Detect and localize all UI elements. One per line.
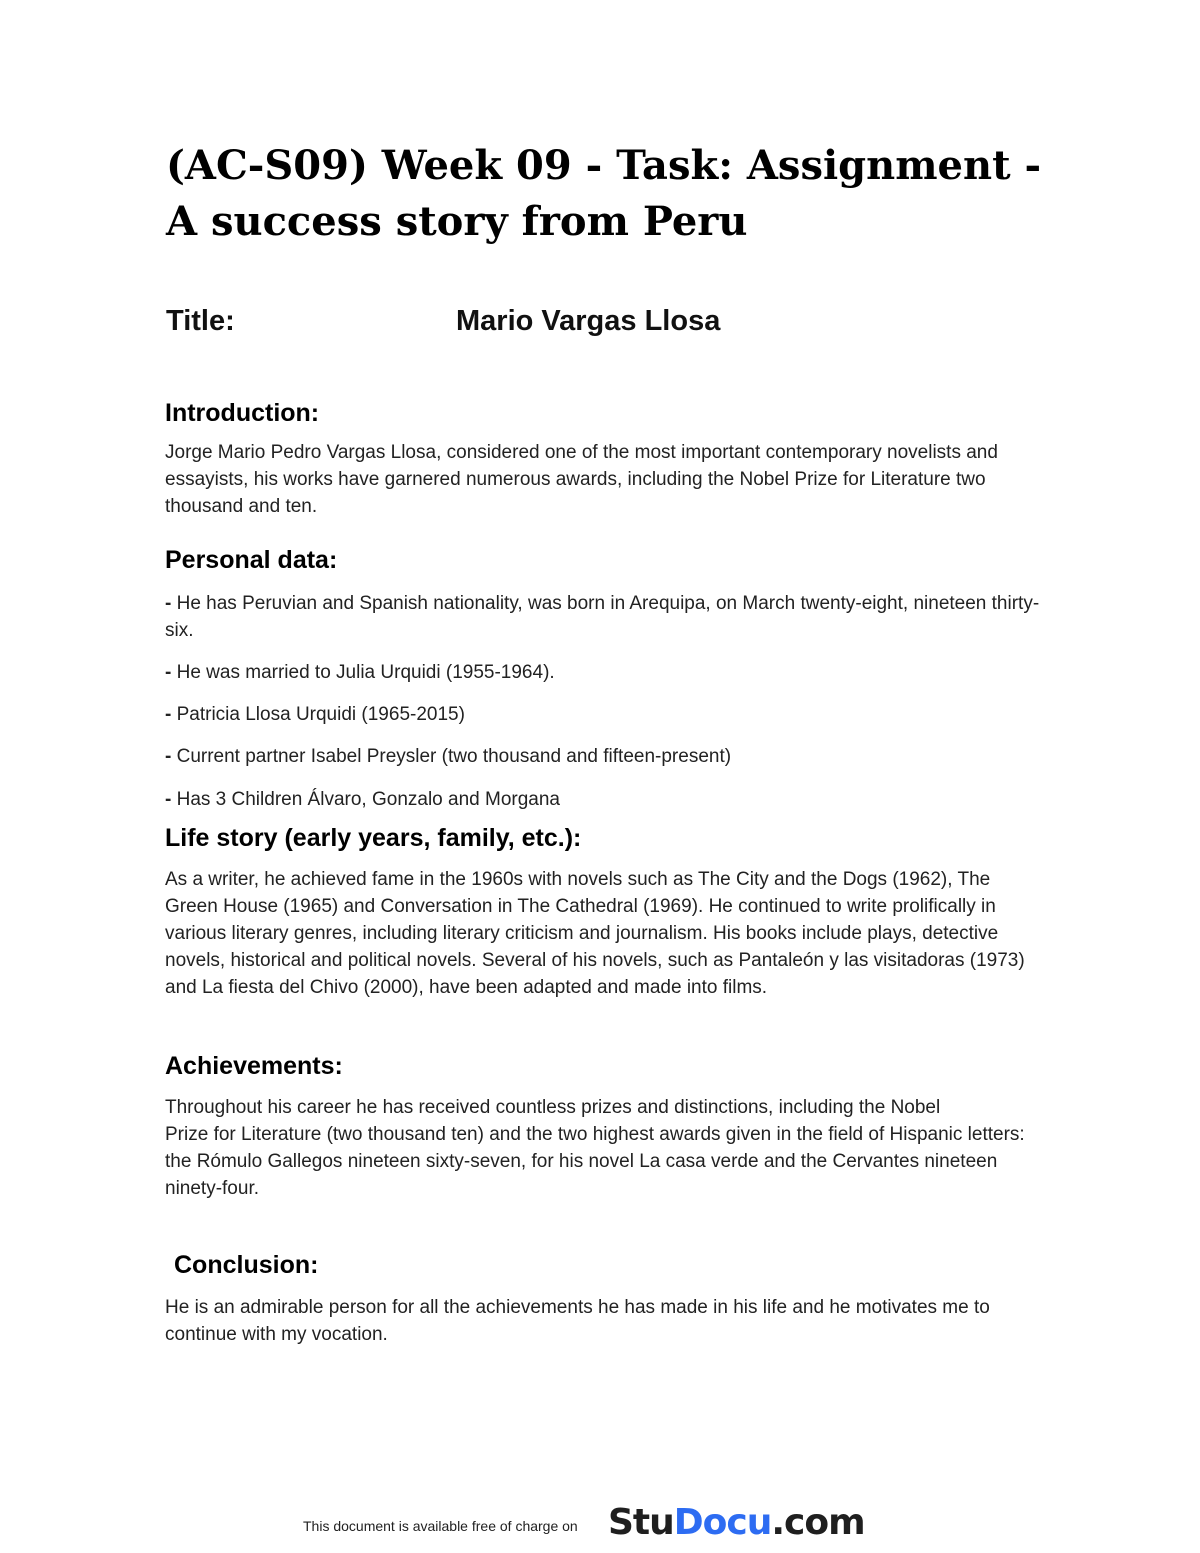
personal-data-item (165, 659, 1045, 686)
personal-data-item (165, 701, 1045, 728)
title-row (166, 303, 966, 343)
logo-docu: Docu (673, 1502, 772, 1543)
title-value: Mario Vargas Llosa (456, 305, 721, 337)
personal-data-item-text: Current partner Isabel Preysler (two thousand and fifteen-present) (176, 746, 732, 767)
bullet-dash: - (165, 789, 172, 810)
life-story-heading: Life story (early years, family, etc.): (165, 824, 582, 852)
introduction-heading: Introduction: (165, 399, 320, 427)
personal-data-item (165, 743, 1045, 770)
achievements-heading: Achievements: (165, 1052, 343, 1080)
personal-data-heading: Personal data: (165, 546, 338, 574)
studocu-footer (303, 1502, 903, 1548)
bullet-dash: - (165, 662, 172, 683)
personal-data-item-text: He was married to Julia Urquidi (1955-1964). (176, 662, 555, 683)
achievements-text-line2: Prize for Literature (two thousand ten) and the two highest awards given in the field of Hispanic letters: the Rómulo Gallegos nineteen sixty-seven, for his novel La casa verde and the Cervantes nineteen ninety-four. (165, 1124, 1025, 1199)
personal-data-item-text: He has Peruvian and Spanish nationality, was born in Arequipa, on March twenty-eight, nineteen thirty-six. (165, 593, 1040, 641)
logo-com: .com (771, 1502, 865, 1543)
achievements-section (165, 1050, 1045, 1202)
life-story-text: As a writer, he achieved fame in the 1960s with novels such as The City and the Dogs (1962), The Green House (1965) and Conversation in The Cathedral (1969). He continued to write prolifically in various literary genres, including literary criticism and journalism. His books include plays, detective novels, historical and political novels. Several of his novels, such as Pantaleón y las visitadoras (1973) and La fiesta del Chivo (2000), have been adapted and made into films. (165, 869, 1025, 998)
conclusion-section (165, 1294, 1045, 1348)
footer-note: This document is available free of charge on (303, 1518, 578, 1534)
bullet-dash: - (165, 593, 172, 614)
bullet-dash: - (165, 746, 172, 767)
document-heading: (AC-S09) Week 09 - Task: Assignment - A success story from Peru (166, 142, 1042, 245)
conclusion-heading: Conclusion: (174, 1251, 319, 1279)
personal-data-section (165, 544, 1045, 576)
personal-data-item (165, 786, 1045, 813)
achievements-text-line1: Throughout his career he has received countless prizes and distinctions, including the Nobel (165, 1097, 941, 1118)
bullet-dash: - (165, 704, 172, 725)
studocu-logo[interactable] (608, 1502, 865, 1543)
introduction-section (165, 397, 1045, 520)
personal-data-item-text: Patricia Llosa Urquidi (1965-2015) (176, 704, 465, 725)
personal-data-item-text: Has 3 Children Álvaro, Gonzalo and Morgana (176, 789, 560, 810)
introduction-text: Jorge Mario Pedro Vargas Llosa, considered one of the most important contemporary novelists and essayists, his works have garnered numerous awards, including the Nobel Prize for Literature two thousand and ten. (165, 442, 998, 517)
conclusion-heading-wrap (174, 1249, 1054, 1281)
conclusion-text: He is an admirable person for all the achievements he has made in his life and he motivates me to continue with my vocation. (165, 1297, 990, 1345)
title-label: Title: (166, 305, 235, 337)
personal-data-item (165, 590, 1045, 644)
logo-stu: Stu (608, 1502, 674, 1543)
life-story-section (165, 822, 1045, 1001)
